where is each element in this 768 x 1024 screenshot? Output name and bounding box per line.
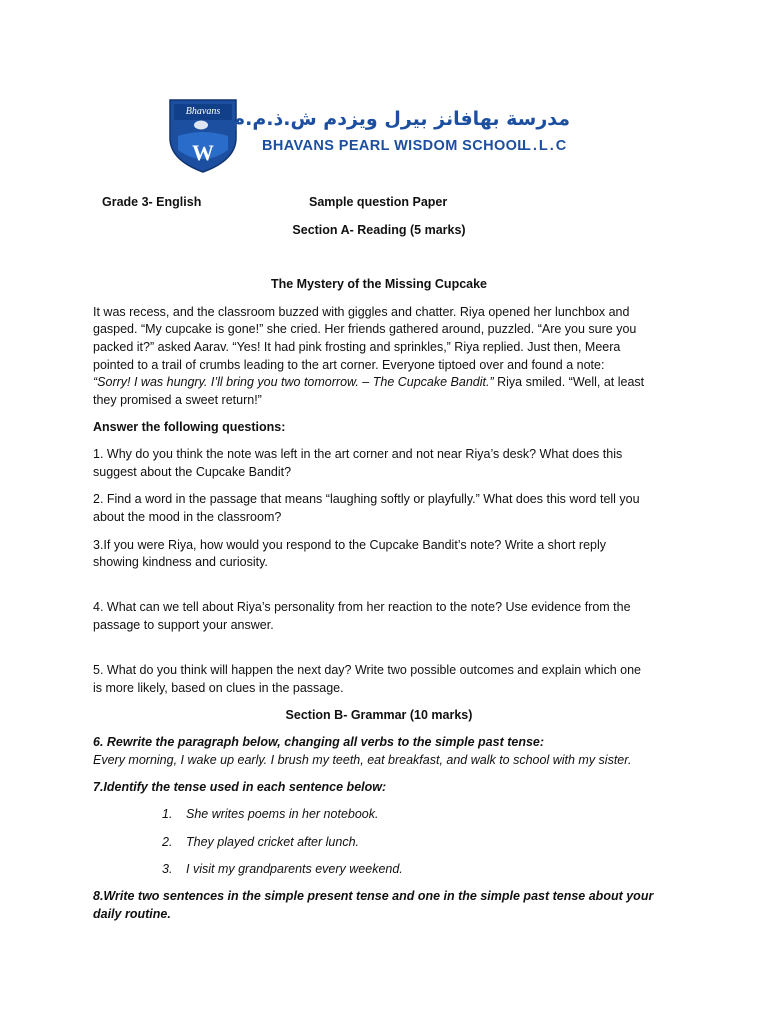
question-6-title: 6. Rewrite the paragraph below, changing all verbs to the simple past tense: <box>93 735 545 749</box>
school-logo <box>168 98 238 174</box>
story-note-after: Riya smiled. “Well, at least <box>493 375 645 389</box>
q7-item-number: 2. <box>162 835 173 849</box>
q7-item-number: 3. <box>162 862 173 876</box>
question-1: 1. Why do you think the note was left in the art corner and not near Riya’s desk? What does this <box>93 447 623 461</box>
q7-item-number: 1. <box>162 807 173 821</box>
question-2: about the mood in the classroom? <box>93 510 282 524</box>
logo-letter: W <box>192 140 214 165</box>
question-4: 4. What can we tell about Riya’s personality from her reaction to the note? Use evidence from the <box>93 600 631 614</box>
bandit-note: “Sorry! I was hungry. I’ll bring you two tomorrow. – The Cupcake Bandit.” <box>93 375 494 389</box>
q7-item-text: They played cricket after lunch. <box>186 835 359 849</box>
story-line: It was recess, and the classroom buzzed with giggles and chatter. Riya opened her lunchbox and <box>93 305 630 319</box>
school-name-arabic: مدرسة بهافانز بيرل ويزدم ش.ذ.م.م <box>231 108 570 130</box>
story-note-line <box>93 374 644 392</box>
question-8: daily routine. <box>93 907 171 921</box>
q7-item-text: I visit my grandparents every weekend. <box>186 862 403 876</box>
grade-label: Grade 3- English <box>102 195 202 209</box>
question-5: is more likely, based on clues in the passage. <box>93 681 344 695</box>
story-line: pointed to a trail of crumbs leading to the art corner. Everyone tiptoed over and found a note: <box>93 358 605 372</box>
question-3: showing kindness and curiosity. <box>93 555 268 569</box>
section-a-heading: Section A- Reading (5 marks) <box>292 223 466 237</box>
school-name-suffix: L.L.C <box>522 138 569 154</box>
logo-label: Bhavans <box>185 106 221 117</box>
story-line: packed it?” asked Aarav. “Yes! It had pink frosting and sprinkles,” Riya replied. Just then, Meera <box>93 340 621 354</box>
story-title: The Mystery of the Missing Cupcake <box>270 277 488 291</box>
question-6-text: Every morning, I wake up early. I brush my teeth, eat breakfast, and walk to school with my sister. <box>93 753 632 767</box>
question-4: passage to support your answer. <box>93 618 274 632</box>
story-line: gasped. “My cupcake is gone!” she cried. Her friends gathered around, puzzled. “Are you sure you <box>93 322 637 336</box>
paper-type: Sample question Paper <box>309 195 448 209</box>
school-name: BHAVANS PEARL WISDOM SCHOOL <box>262 138 527 154</box>
questions-heading: Answer the following questions: <box>93 420 286 434</box>
question-8: 8.Write two sentences in the simple present tense and one in the simple past tense about your <box>93 889 654 903</box>
question-2: 2. Find a word in the passage that means “laughing softly or playfully.” What does this word tell you <box>93 492 640 506</box>
section-b-heading: Section B- Grammar (10 marks) <box>285 708 473 722</box>
question-5: 5. What do you think will happen the next day? Write two possible outcomes and explain which one <box>93 663 642 677</box>
question-7-title: 7.Identify the tense used in each sentence below: <box>93 780 387 794</box>
q7-item-text: She writes poems in her notebook. <box>186 807 379 821</box>
story-line: they promised a sweet return!” <box>93 393 262 407</box>
question-1: suggest about the Cupcake Bandit? <box>93 465 292 479</box>
question-3: 3.If you were Riya, how would you respond to the Cupcake Bandit’s note? Write a short reply <box>93 538 607 552</box>
